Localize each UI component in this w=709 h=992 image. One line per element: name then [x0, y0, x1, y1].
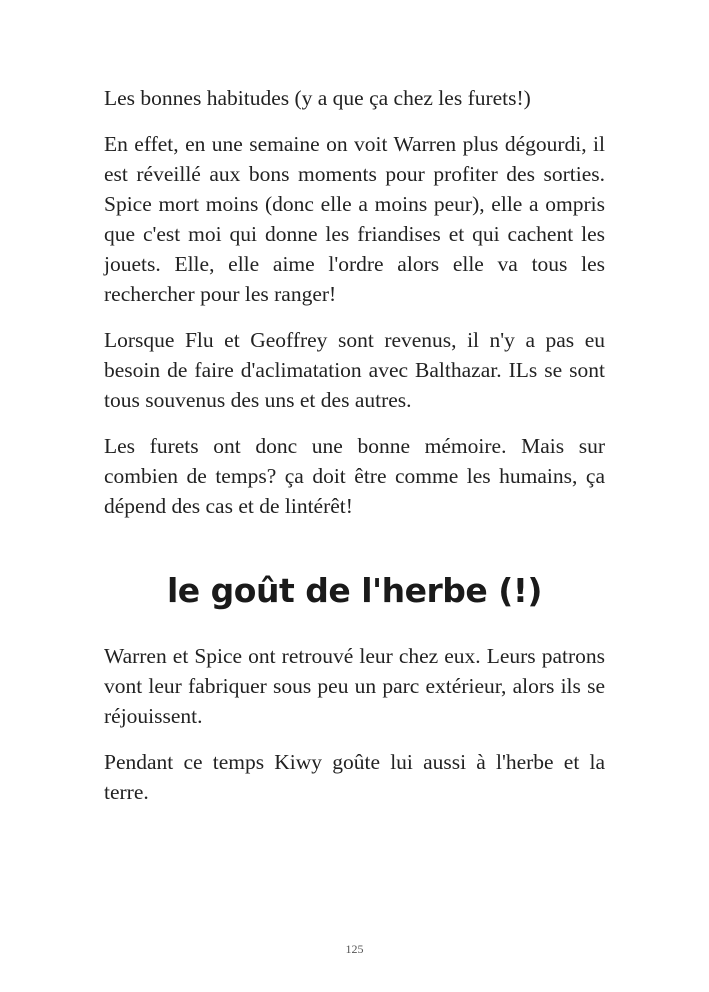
section-heading: le goût de l'herbe (!) — [167, 571, 542, 610]
paragraph-intro: Les bonnes habitudes (y a que ça chez les furets!) — [104, 86, 531, 110]
page-number: 125 — [345, 942, 364, 956]
paragraph-warren-spice-week: En effet, en une semaine on voit Warren plus dégourdi, il est réveillé aux bons moments pour profiter des sorties. Spice mort moins (donc elle a moins peur), elle a ompris que c'est moi qui donne les friandises et qui cachent les jouets. Elle, elle aime l'ordre alors elle va tous les rechercher pour les ranger! — [104, 132, 605, 306]
page-body — [104, 83, 605, 823]
paragraph-home-return: Warren et Spice ont retrouvé leur chez eux. Leurs patrons vont leur fabriquer sous peu un parc extérieur, alors ils se réjouissent. — [104, 644, 605, 728]
paragraph-flu-geoffrey: Lorsque Flu et Geoffrey sont revenus, il n'y a pas eu besoin de faire d'aclimatation avec Balthazar. ILs se sont tous souvenus des uns et des autres. — [104, 328, 605, 412]
paragraph-memory: Les furets ont donc une bonne mémoire. Mais sur combien de temps? ça doit être comme les humains, ça dépend des cas et de lintérêt! — [104, 434, 605, 518]
paragraph-kiwy-grass: Pendant ce temps Kiwy goûte lui aussi à l'herbe et la terre. — [104, 750, 605, 804]
